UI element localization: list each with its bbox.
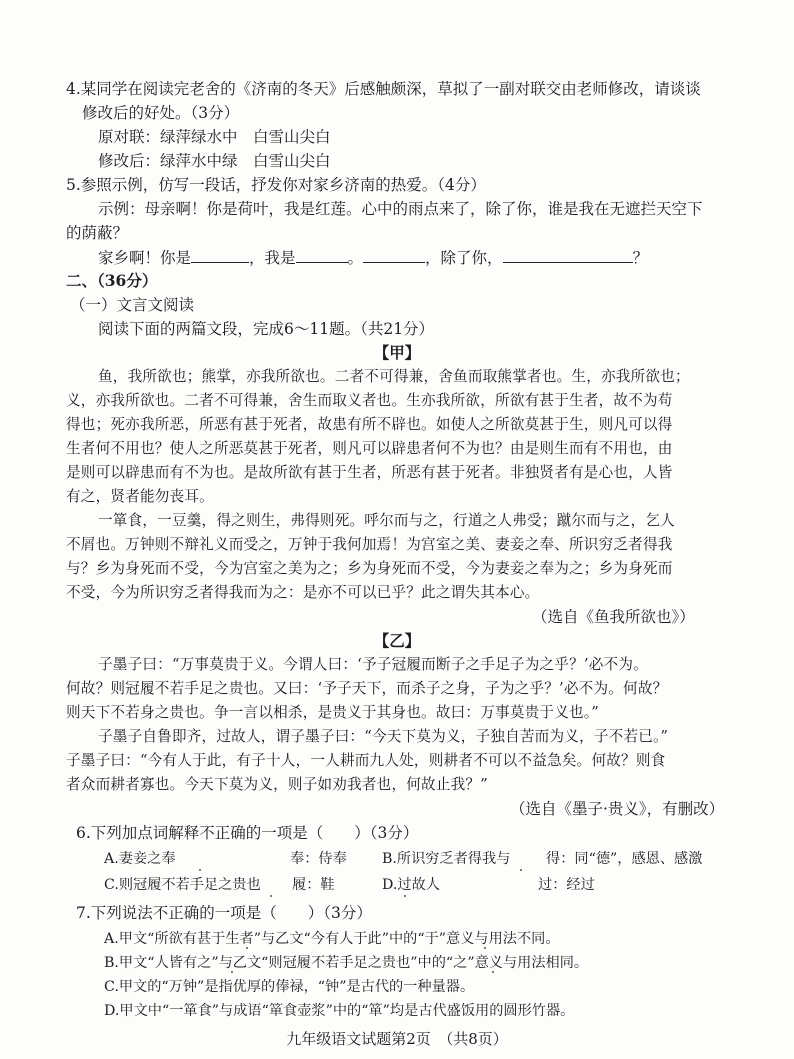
emphasis-dot — [520, 869, 522, 871]
q5-blank-4[interactable] — [503, 246, 633, 263]
q6-option-d-explanation: 过：经过 — [538, 877, 595, 893]
jia-line: 义，亦我所欲也。二者不可得兼，舍生而取义者也。生亦我所欲，所欲有甚于生者，故不为苟 — [66, 392, 673, 409]
yi-line: 子墨子自鲁即齐，过故人，谓子墨子曰：“今天下莫为义，子独自苦而为义，子不若已。” — [98, 728, 669, 745]
jia-line: 一箪食，一豆羹，得之则生，弗得则死。呼尔而与之，行道之人弗受；蹴尔而与之，乞人 — [98, 512, 675, 529]
q6-option-d: D.过故人 — [382, 877, 440, 893]
jia-line: 不屑也。万钟则不辩礼义而受之，万钟于我何加焉！为宫室之美、妻妾之奉、所识穷乏者得我 — [66, 536, 673, 553]
q5-fill-line — [98, 246, 648, 269]
jia-line: 不受，今为所识穷乏者得我而为之：是亦不可以已乎？此之谓失其本心。 — [66, 584, 540, 601]
q6-option-b-explanation: 得：同“德”，感恩、感激 — [546, 851, 703, 867]
q7-option-a: A.甲文“所欲有甚于生者”与乙文“今有人于此”中的“于”意义与用法不同。 — [104, 931, 560, 947]
q5-example2: 的荫蔽？ — [66, 224, 129, 242]
q6-option-a-explanation: 奉：侍奉 — [290, 851, 347, 867]
page-footer: 九年级语文试题第2页 （共8页） — [286, 1030, 508, 1048]
emphasis-dot — [404, 895, 406, 897]
jia-line: 与？乡为身死而不受，今为宫室之美为之；乡为身死而不受，今为妻妾之奉为之；乡为身死而 — [66, 560, 673, 577]
q7-option-c: C.甲文的“万钟”是指优厚的俸禄，“钟”是古代的一种量器。 — [104, 979, 475, 995]
q5-fill-a: 家乡啊！你是 — [98, 249, 192, 267]
q5-fill-b: ，我是 — [249, 249, 296, 267]
yi-source: （选自《墨子·贵义》，有删改） — [510, 800, 725, 818]
jia-line: 得也；死亦我所恶，所恶有甚于死者，故患有所不辟也。如使人之所欲莫甚于生，则凡可以得 — [66, 416, 673, 433]
q5-blank-1[interactable] — [191, 246, 249, 263]
q6-option-b: B.所识穷乏者得我与 — [382, 851, 511, 867]
jia-line: 生者何不用也？使人之所恶莫甚于死者，则凡可以辟患者何不为也？由是则生而有不用也，由 — [66, 440, 673, 457]
yi-line: 子墨子曰：“万事莫贵于义。今谓人曰：‘予子冠履而断子之手足子为之乎？’必不为。 — [98, 656, 648, 673]
yi-line: 者众而耕者寡也。今天下莫为义，则子如劝我者也，何故止我？” — [66, 776, 488, 793]
section2-instruction: 阅读下面的两篇文段，完成6～11题。（共21分） — [98, 320, 435, 338]
jia-line: 有之，贤者能勿丧耳。 — [66, 488, 214, 505]
q4-revised: 修改后：绿萍水中绿 白雪山尖白 — [98, 152, 331, 170]
q6-option-c-explanation: 履：鞋 — [292, 877, 335, 893]
yi-heading: 【乙】 — [373, 631, 421, 650]
emphasis-dot — [484, 947, 486, 949]
q5-fill-e: ？ — [632, 249, 649, 267]
jia-heading: 【甲】 — [373, 343, 421, 362]
jia-source: （选自《鱼我所欲也》） — [532, 608, 695, 626]
q5-blank-3[interactable] — [363, 246, 425, 263]
q5-example1: 示例：母亲啊！你是荷叶，我是红莲。心中的雨点来了，除了你，谁是我在无遮拦天空下 — [98, 200, 703, 218]
q7-option-d: D.甲文中“一箪食”与成语“箪食壶浆”中的“箪”均是古代盛饭用的圆形竹器。 — [104, 1003, 575, 1019]
q4-line1: 4.某同学在阅读完老舍的《济南的冬天》后感触颇深，草拟了一副对联交由老师修改，请谈谈 — [66, 80, 701, 98]
q5-fill-d: ，除了你， — [425, 249, 503, 267]
jia-line: 是则可以辟患而有不为也。是故所欲有甚于生者，所恶有甚于死者。非独贤者有是心也，人皆 — [66, 464, 673, 481]
q7-option-b: B.甲文“人皆有之”与乙文“则冠履不若手足之贵也”中的“之”意义与用法相同。 — [104, 955, 589, 971]
q7-stem: 7.下列说法不正确的一项是（ ）（3分） — [76, 904, 372, 922]
section2-title: 二、（36分） — [66, 271, 158, 290]
q4-original: 原对联：绿萍绿水中 白雪山尖白 — [98, 128, 331, 146]
jia-line: 鱼，我所欲也；熊掌，亦我所欲也。二者不可得兼，舍鱼而取熊掌者也。生，亦我所欲也； — [98, 368, 690, 385]
q5-fill-c: 。 — [347, 249, 364, 267]
emphasis-dot — [270, 895, 272, 897]
yi-line: 子墨子曰：“今有人于此，有子十人，一人耕而九人处，则耕者不可以不益急矣。何故？则食 — [66, 752, 666, 769]
section2-sub: （一）文言文阅读 — [70, 296, 195, 314]
q6-stem: 6.下列加点词解释不正确的一项是（ ）（3分） — [76, 824, 419, 842]
yi-line: 何故？则冠履不若手足之贵也。又曰：‘予子天下，而杀子之身，子为之乎？’必不为。何故？ — [66, 680, 668, 697]
emphasis-dot — [492, 971, 494, 973]
q5-blank-2[interactable] — [296, 246, 348, 263]
q5-line1: 5.参照示例，仿写一段话，抒发你对家乡济南的热爱。（4分） — [66, 176, 486, 194]
q6-option-c: C.则冠履不若手足之贵也 — [104, 877, 261, 893]
q4-line2: 修改后的好处。（3分） — [82, 104, 240, 122]
emphasis-dot — [199, 869, 201, 871]
q6-option-a: A.妻妾之奉 — [104, 851, 176, 867]
emphasis-dot — [246, 947, 248, 949]
emphasis-dot — [231, 971, 233, 973]
yi-line: 则天下不若身之贵也。争一言以相杀，是贵义于其身也。故曰：万事莫贵于义也。” — [66, 704, 599, 721]
